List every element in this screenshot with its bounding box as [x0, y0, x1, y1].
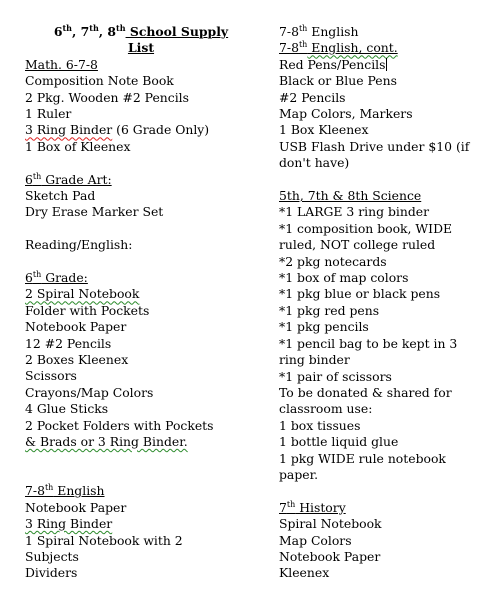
art-item: Dry Erase Marker Set	[25, 204, 164, 220]
art-heading-text: Grade Art:	[41, 171, 112, 187]
grade6-item-text: 2 Spiral Notebook	[25, 286, 140, 302]
science-item: 1 box tissues	[279, 417, 361, 433]
spacer	[279, 172, 477, 188]
grade6-item	[25, 286, 257, 302]
grade6-item-text: & Brads or 3 Ring Binder.	[25, 434, 188, 450]
math-heading: Math. 6-7-8	[25, 56, 98, 72]
spacer	[25, 467, 257, 483]
math-item: 1 Ruler	[25, 106, 72, 122]
english78r-heading-a: 7-8	[279, 24, 299, 39]
science-item: *1 pkg pencils	[279, 319, 369, 335]
science-item: *1 box of map colors	[279, 270, 409, 286]
english78r-cont-a: 7-8	[279, 40, 299, 56]
art-item: Sketch Pad	[25, 188, 96, 204]
math-item: Composition Note Book	[25, 73, 174, 89]
title-grade-8: 8	[107, 24, 117, 39]
english78-item-text: 3 Ring Binder	[25, 516, 113, 532]
right-column	[279, 24, 477, 582]
english78-heading-sup: th	[44, 483, 54, 493]
grade6-heading-text: Grade:	[41, 270, 88, 286]
history-heading	[279, 500, 477, 516]
english78r-item: #2 Pencils	[279, 89, 346, 105]
math-item-binder	[25, 122, 257, 138]
history-item: Notebook Paper	[279, 548, 381, 564]
math-item: 1 Box of Kleenex	[25, 138, 131, 154]
history-item: Kleenex	[279, 565, 330, 581]
science-item: *1 pkg blue or black pens	[279, 286, 441, 302]
grade6-heading-num: 6	[25, 270, 33, 286]
spacer	[25, 254, 257, 270]
english78r-cont-b: English, cont.	[307, 40, 398, 56]
science-item: 1 bottle liquid glue	[279, 434, 399, 450]
grade6-heading	[25, 270, 257, 286]
title-grade-6: 6	[53, 24, 63, 39]
english78r-item-text: Red Pens/Pencils	[279, 56, 386, 72]
grade6-item: 2 Boxes Kleenex	[25, 352, 129, 368]
math-item: 2 Pkg. Wooden #2 Pencils	[25, 89, 189, 105]
english78-item: Dividers	[25, 565, 78, 581]
science-item: *1 pkg red pens	[279, 302, 380, 318]
english78-heading-b: English	[53, 483, 105, 499]
title-comma-1: ,	[72, 24, 81, 39]
english78r-cont-sup: th	[298, 40, 308, 50]
history-heading-text: History	[295, 499, 346, 515]
grade6-item: 12 #2 Pencils	[25, 335, 112, 351]
grade6-item: Crayons/Map Colors	[25, 384, 154, 400]
title-sup-2: th	[89, 22, 99, 33]
science-item: *1 composition book, WIDE ruled, NOT college ruled	[279, 220, 453, 253]
english78r-item	[279, 57, 477, 73]
spacer	[25, 155, 257, 171]
art-heading	[25, 172, 257, 188]
english78r-item: USB Flash Drive under $10 (if don't have)	[279, 138, 470, 171]
history-item: Spiral Notebook	[279, 516, 382, 532]
science-item: *1 pencil bag to be kept in 3 ring binder	[279, 335, 458, 368]
title-sup-1: th	[62, 22, 72, 33]
english78-item: Subjects	[25, 548, 79, 564]
english78-heading-a: 7-8	[25, 483, 45, 499]
science-item: *1 LARGE 3 ring binder	[279, 204, 430, 220]
math-binder-text: 3 Ring Binder	[25, 122, 113, 138]
grade6-item: 2 Pocket Folders with Pockets	[25, 417, 214, 433]
english78-item	[25, 516, 257, 532]
english78-item: 1 Spiral Notebook with 2	[25, 532, 183, 548]
science-heading: 5th, 7th & 8th Science	[279, 188, 422, 204]
spacer	[279, 483, 477, 499]
english78r-item: 1 Box Kleenex	[279, 122, 369, 138]
reading-heading: Reading/English:	[25, 237, 133, 253]
title-sup-3: th	[116, 22, 126, 33]
english78r-cont-heading	[279, 40, 477, 56]
spacer	[25, 221, 257, 237]
text-cursor-icon	[386, 58, 387, 71]
science-item: To be donated & shared for classroom use:	[279, 384, 452, 417]
science-item: *1 pair of scissors	[279, 368, 392, 384]
title-text: School Supply	[125, 24, 229, 39]
science-item: 1 pkg WIDE rule notebook paper.	[279, 450, 446, 482]
grade6-item: Notebook Paper	[25, 319, 127, 335]
math-binder-note: (6 Grade Only)	[112, 122, 210, 138]
grade6-item: Scissors	[25, 368, 77, 384]
grade6-item	[25, 434, 257, 450]
grade6-item: 4 Glue Sticks	[25, 401, 109, 417]
history-heading-sup: th	[286, 499, 296, 509]
science-item: *2 pkg notecards	[279, 253, 387, 269]
english78r-item: Map Colors, Markers	[279, 106, 413, 122]
art-heading-sup: th	[32, 171, 42, 181]
history-heading-num: 7	[279, 499, 287, 515]
title-grade-7: 7	[80, 24, 90, 39]
history-item: Map Colors	[279, 532, 352, 548]
english78-item: Notebook Paper	[25, 499, 127, 515]
title-comma-2: ,	[98, 24, 108, 39]
grade6-heading-sup: th	[32, 269, 42, 279]
document-title-line-1	[25, 24, 257, 40]
english78r-item: Black or Blue Pens	[279, 73, 397, 89]
english78r-heading	[279, 24, 477, 40]
left-column	[25, 24, 257, 582]
art-heading-num: 6	[25, 171, 33, 187]
english78-heading	[25, 483, 257, 499]
spacer	[25, 451, 257, 467]
document-title-line-2: List	[127, 40, 155, 56]
grade6-item: Folder with Pockets	[25, 302, 150, 318]
english78r-heading-b: English	[307, 24, 359, 39]
english78r-heading-sup: th	[298, 23, 308, 33]
